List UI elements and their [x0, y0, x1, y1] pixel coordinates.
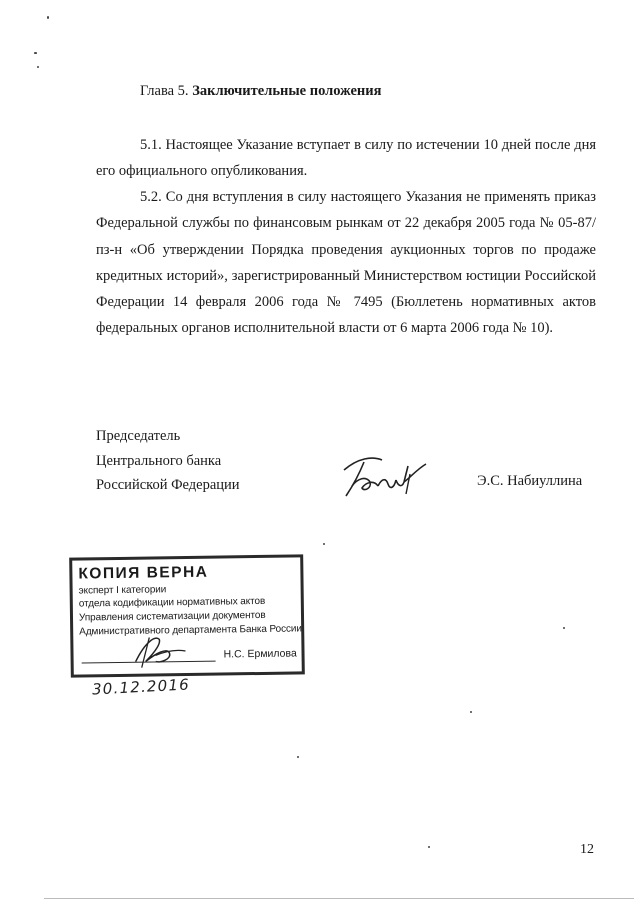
paragraph-5-1: 5.1. Настоящее Указание вступает в силу по истечении 10 дней после дня его официального опубликования. — [96, 137, 596, 180]
stamp-title: КОПИЯ ВЕРНА — [78, 563, 209, 583]
stamp-line: отдела кодификации нормативных актов — [78, 595, 266, 610]
chapter-prefix: Глава 5. — [140, 83, 189, 99]
stamp-line: Административного департамента Банка России — [79, 623, 302, 638]
signatory-title — [96, 424, 240, 498]
scan-edge-line — [44, 898, 634, 899]
scan-speck — [323, 543, 325, 545]
page-number: 12 — [580, 842, 594, 857]
signatory-title-line: Председатель — [96, 428, 181, 444]
handwritten-signature — [338, 452, 430, 500]
signatory-title-line: Российской Федерации — [96, 477, 240, 493]
scan-speck — [34, 52, 37, 54]
stamp-signature — [125, 631, 190, 670]
scan-speck — [428, 846, 430, 848]
scan-speck — [37, 66, 39, 68]
scan-speck — [297, 756, 299, 758]
signer-name: Э.С. Набиуллина — [477, 473, 583, 489]
certified-copy-stamp — [69, 554, 305, 677]
handwritten-date: 30.12.2016 — [91, 675, 191, 699]
chapter-heading — [140, 82, 382, 100]
scan-speck — [470, 711, 472, 713]
stamp-line: эксперт I категории — [78, 584, 167, 597]
scan-speck — [47, 16, 49, 19]
signatory-title-line: Центрального банка — [96, 452, 222, 469]
scan-speck — [563, 627, 565, 629]
chapter-title: Заключительные положения — [192, 83, 382, 99]
paragraph-5-2: 5.2. Со дня вступления в силу настоящего Указания не применять приказ Федеральной службы по финансовым рынкам от 22 декабря 2005 года № 05-87/пз-н «Об утверждении Порядка проведения аукционных торгов по продаже кредитных историй», зарегистрированный Министерством юстиции Российской Федерации 14 февраля 2006 года № 7495 (Бюллетень нормативных актов федеральных органов исполнительной власти от 6 марта 2006 года № 10). — [96, 189, 596, 337]
stamp-name: Н.С. Ермилова — [223, 647, 297, 661]
stamp-line: Управления систематизации документов — [78, 609, 266, 624]
